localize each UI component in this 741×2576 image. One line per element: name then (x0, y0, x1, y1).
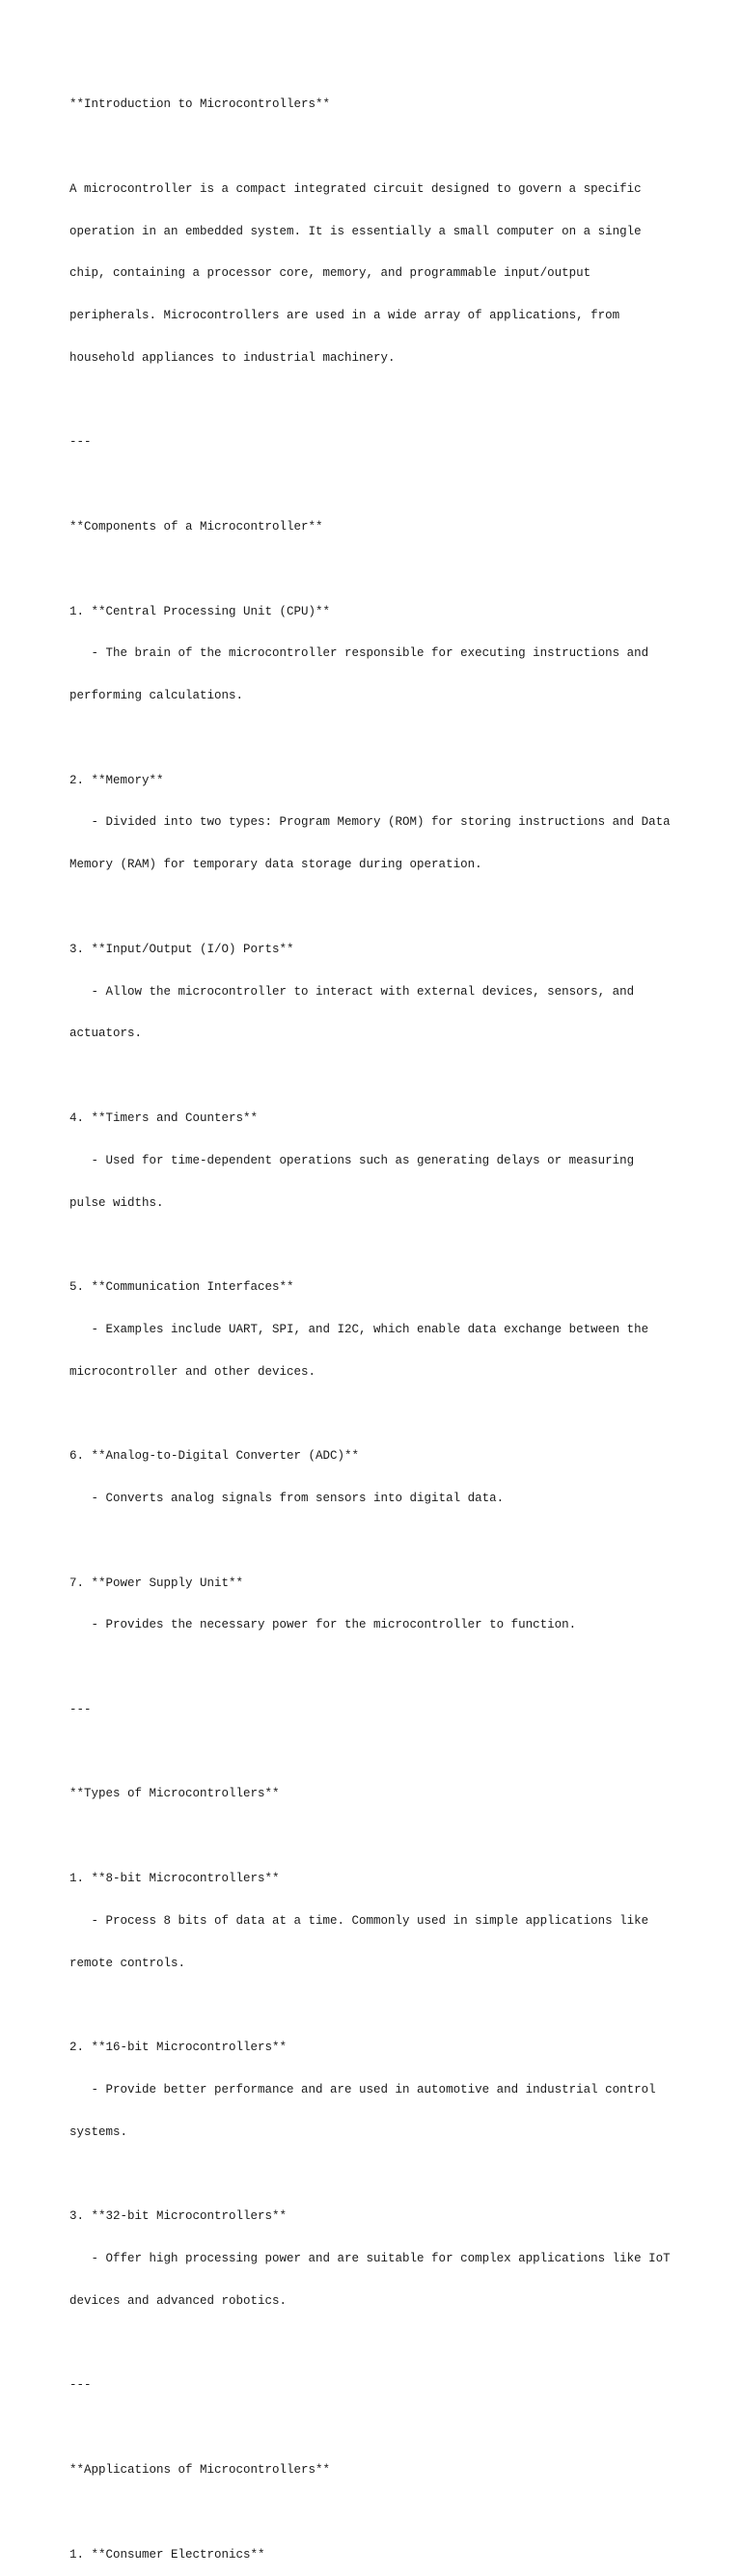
blank-line (69, 1998, 706, 2013)
list-item-text: - Converts analog signals from sensors into digital data. (69, 1491, 505, 1505)
list-item-text: - Provides the necessary power for the microcontroller to function. (69, 1618, 577, 1632)
paragraph-line: peripherals. Microcontrollers are used in a wide array of applications, from (69, 309, 620, 323)
blank-line (69, 2337, 706, 2351)
separator: --- (69, 1702, 92, 1716)
blank-line (69, 2506, 706, 2520)
blank-line (69, 2421, 706, 2435)
section-title-components: **Components of a Microcontroller** (69, 520, 323, 534)
blank-line (69, 1238, 706, 1252)
list-item-heading: 2. **Memory** (69, 773, 164, 787)
paragraph-line: chip, containing a processor core, memory, and programmable input/output (69, 266, 591, 281)
blank-line (69, 731, 706, 746)
paragraph-line: A microcontroller is a compact integrated circuit designed to govern a specific (69, 181, 642, 196)
list-item-text: - Allow the microcontroller to interact with external devices, sensors, and (69, 984, 635, 999)
list-item-heading: 1. **Consumer Electronics** (69, 2547, 265, 2562)
paragraph-line: household appliances to industrial machinery. (69, 350, 396, 365)
blank-line (69, 140, 706, 154)
list-item-text: - Process 8 bits of data at a time. Commonly used in simple applications like (69, 1913, 649, 1928)
blank-line (69, 1069, 706, 1083)
blank-line (69, 2167, 706, 2181)
list-item-heading: 7. **Power Supply Unit** (69, 1576, 244, 1590)
list-item-heading: 1. **8-bit Microcontrollers** (69, 1872, 280, 1885)
list-item-text: - Divided into two types: Program Memory (ROM) for storing instructions and Data (69, 815, 671, 830)
blank-line (69, 394, 706, 408)
blank-line (69, 900, 706, 915)
blank-line (69, 1829, 706, 1844)
blank-line (69, 1660, 706, 1675)
blank-line (69, 478, 706, 492)
list-item-text: pulse widths. (69, 1195, 164, 1210)
list-item-heading: 4. **Timers and Counters** (69, 1110, 259, 1125)
list-item-text: actuators. (69, 1027, 143, 1041)
list-item-heading: 2. **16-bit Microcontrollers** (69, 2041, 288, 2055)
blank-line (69, 1407, 706, 1421)
document-body (69, 69, 706, 2576)
section-title-types: **Types of Microcontrollers** (69, 1787, 280, 1801)
separator: --- (69, 435, 92, 450)
list-item-text: - Offer high processing power and are suitable for complex applications like IoT (69, 2252, 671, 2266)
list-item-heading: 5. **Communication Interfaces** (69, 1280, 294, 1295)
blank-line (69, 562, 706, 577)
list-item-text: remote controls. (69, 1956, 186, 1970)
list-item-text: devices and advanced robotics. (69, 2293, 288, 2308)
list-item-text: microcontroller and other devices. (69, 1364, 316, 1379)
separator: --- (69, 2378, 92, 2393)
list-item-heading: 1. **Central Processing Unit (CPU)** (69, 604, 331, 618)
section-title-applications: **Applications of Microcontrollers** (69, 2462, 331, 2477)
list-item-text: - Used for time-dependent operations such as generating delays or measuring (69, 1153, 635, 1167)
list-item-heading: 6. **Analog-to-Digital Converter (ADC)** (69, 1449, 360, 1464)
blank-line (69, 1534, 706, 1548)
paragraph-line: operation in an embedded system. It is essentially a small computer on a single (69, 224, 642, 238)
list-item-text: - Examples include UART, SPI, and I2C, which enable data exchange between the (69, 1322, 649, 1336)
section-title-introduction: **Introduction to Microcontrollers** (69, 97, 331, 112)
list-item-text: - Provide better performance and are used in automotive and industrial control (69, 2082, 656, 2096)
list-item-heading: 3. **32-bit Microcontrollers** (69, 2209, 288, 2224)
list-item-text: Memory (RAM) for temporary data storage during operation. (69, 858, 482, 872)
list-item-text: - The brain of the microcontroller responsible for executing instructions and (69, 646, 649, 661)
list-item-heading: 3. **Input/Output (I/O) Ports** (69, 942, 294, 956)
list-item-text: systems. (69, 2124, 128, 2139)
blank-line (69, 1745, 706, 1760)
list-item-text: performing calculations. (69, 689, 244, 703)
